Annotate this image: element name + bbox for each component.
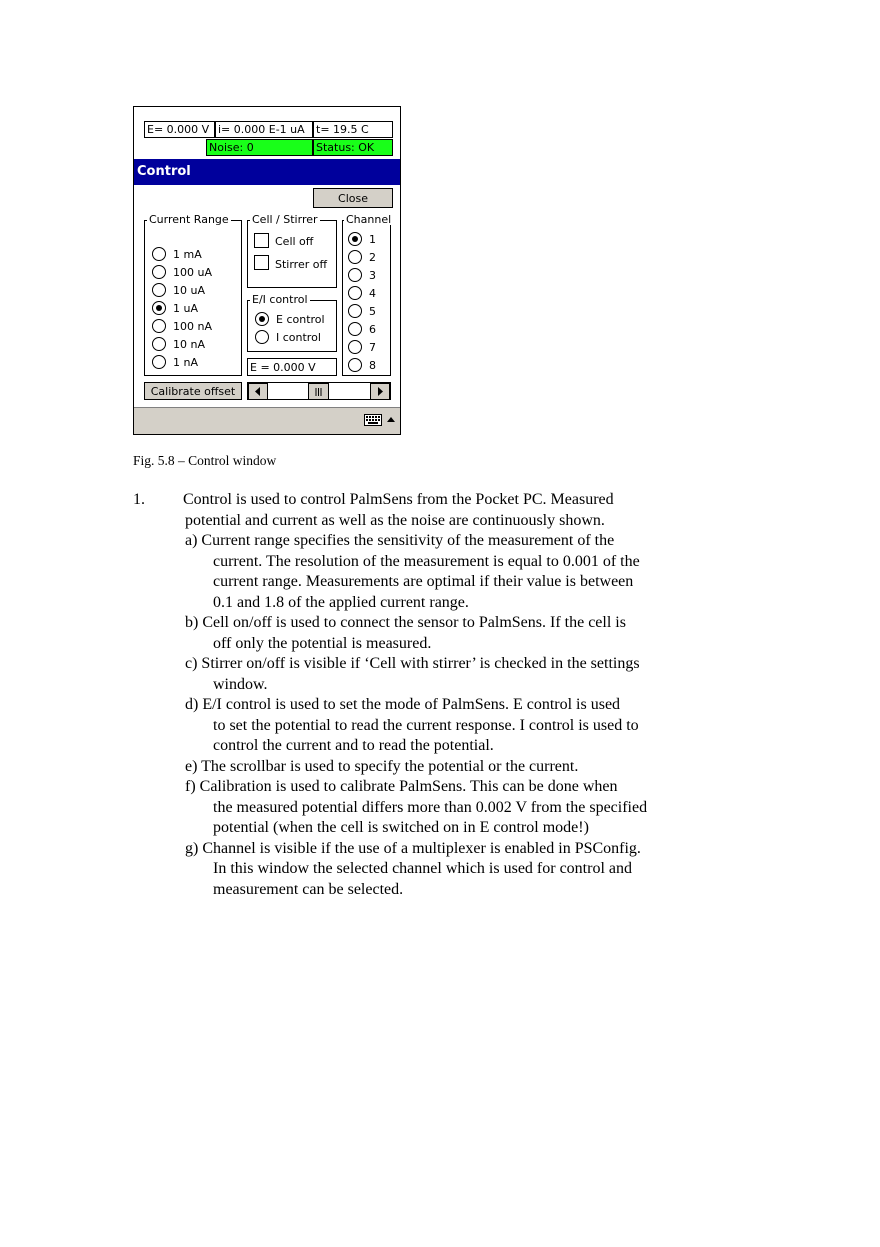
channel-radio-4[interactable] xyxy=(348,286,362,300)
ei-control-legend: E/I control xyxy=(252,293,308,306)
item-f-line: the measured potential differs more than 0.002 V from the specified xyxy=(213,798,648,816)
close-button[interactable]: Close xyxy=(313,188,393,208)
item-a-line: current. The resolution of the measurement is equal to 0.001 of the xyxy=(213,552,640,570)
temperature-readout: t= 19.5 C xyxy=(313,121,393,138)
e-control-label: E control xyxy=(276,313,325,326)
list-number: 1. xyxy=(133,491,145,508)
cell-stirrer-group xyxy=(247,220,337,288)
potential-readout: E= 0.000 V xyxy=(144,121,215,138)
channel-label: 5 xyxy=(369,305,376,318)
item-f-line: potential (when the cell is switched on in E control mode!) xyxy=(213,819,589,836)
control-window-screenshot xyxy=(133,106,401,435)
window-title: Control xyxy=(134,159,400,185)
item-d-line: control the current and to read the potential. xyxy=(213,737,494,754)
cell-off-checkbox[interactable] xyxy=(254,233,269,248)
potential-field[interactable]: E = 0.000 V xyxy=(247,358,337,376)
range-radio-1na[interactable] xyxy=(152,355,166,369)
range-label: 100 uA xyxy=(173,266,212,279)
current-readout: i= 0.000 E-1 uA xyxy=(215,121,313,138)
channel-radio-8[interactable] xyxy=(348,358,362,372)
channel-legend: Channel xyxy=(346,213,392,226)
item-f-line: f) Calibration is used to calibrate PalmSens. This can be done when xyxy=(185,778,618,795)
keyboard-button[interactable] xyxy=(363,412,383,428)
channel-label: 2 xyxy=(369,251,376,264)
current-range-legend: Current Range xyxy=(149,213,229,226)
channel-radio-3[interactable] xyxy=(348,268,362,282)
figure-caption: Fig. 5.8 – Control window xyxy=(133,453,277,468)
item-e-line: e) The scrollbar is used to specify the potential or the current. xyxy=(185,757,579,775)
channel-radio-2[interactable] xyxy=(348,250,362,264)
channel-radio-5[interactable] xyxy=(348,304,362,318)
channel-label: 6 xyxy=(369,323,376,336)
range-radio-10na[interactable] xyxy=(152,337,166,351)
range-label: 1 nA xyxy=(173,356,198,369)
item-d-line: to set the potential to read the current response. I control is used to xyxy=(213,716,639,734)
range-radio-10ua[interactable] xyxy=(152,283,166,297)
arrow-up-icon xyxy=(385,412,397,428)
noise-readout: Noise: 0 xyxy=(206,139,313,156)
grip-icon xyxy=(309,384,328,399)
scroll-left-button[interactable] xyxy=(248,383,268,400)
range-label: 10 nA xyxy=(173,338,205,351)
channel-label: 8 xyxy=(369,359,376,372)
item-a-line: current range. Measurements are optimal if their value is between xyxy=(213,573,634,590)
range-label: 100 nA xyxy=(173,320,212,333)
i-control-label: I control xyxy=(276,331,321,344)
cell-stirrer-legend: Cell / Stirrer xyxy=(252,213,318,226)
channel-label: 1 xyxy=(369,233,376,246)
item-a-line: 0.1 and 1.8 of the applied current range. xyxy=(213,593,469,611)
range-radio-100ua[interactable] xyxy=(152,265,166,279)
range-label: 1 uA xyxy=(173,302,198,315)
channel-label: 7 xyxy=(369,341,376,354)
item-g-line: In this window the selected channel which is used for control and xyxy=(213,860,632,877)
item-g-line: measurement can be selected. xyxy=(213,880,404,898)
cell-off-label: Cell off xyxy=(275,235,314,248)
range-label: 10 uA xyxy=(173,284,205,297)
intro-line: potential and current as well as the noise are continuously shown. xyxy=(185,511,605,529)
intro-line: Control is used to control PalmSens from the Pocket PC. Measured xyxy=(183,491,614,508)
range-radio-1ua[interactable] xyxy=(152,301,166,315)
item-a-line: a) Current range specifies the sensitivity of the measurement of the xyxy=(185,532,615,549)
scroll-thumb[interactable] xyxy=(308,383,329,400)
stirrer-off-label: Stirrer off xyxy=(275,258,328,271)
channel-label: 3 xyxy=(369,269,376,282)
item-g-line: g) Channel is visible if the use of a multiplexer is enabled in PSConfig. xyxy=(185,839,641,857)
calibrate-offset-button[interactable]: Calibrate offset xyxy=(144,382,242,400)
channel-radio-7[interactable] xyxy=(348,340,362,354)
item-c-line: c) Stirrer on/off is visible if ‘Cell with stirrer’ is checked in the settings xyxy=(185,655,640,672)
item-d-line: d) E/I control is used to set the mode of PalmSens. E control is used xyxy=(185,696,621,713)
item-b-line: b) Cell on/off is used to connect the sensor to PalmSens. If the cell is xyxy=(185,614,626,631)
arrow-left-icon xyxy=(249,384,267,399)
e-control-radio[interactable] xyxy=(255,312,269,326)
item-b-line: off only the potential is measured. xyxy=(213,634,432,652)
i-control-radio[interactable] xyxy=(255,330,269,344)
current-range-group xyxy=(144,220,242,376)
command-bar xyxy=(134,407,400,434)
channel-radio-1[interactable] xyxy=(348,232,362,246)
range-label: 1 mA xyxy=(173,248,202,261)
channel-label: 4 xyxy=(369,287,376,300)
scroll-right-button[interactable] xyxy=(370,383,390,400)
stirrer-off-checkbox[interactable] xyxy=(254,255,269,270)
input-menu-button[interactable] xyxy=(385,412,397,428)
channel-radio-6[interactable] xyxy=(348,322,362,336)
item-c-line: window. xyxy=(213,675,268,693)
range-radio-100na[interactable] xyxy=(152,319,166,333)
ei-control-group xyxy=(247,300,337,352)
status-readout: Status: OK xyxy=(313,139,393,156)
keyboard-icon xyxy=(363,412,383,428)
arrow-right-icon xyxy=(371,384,389,399)
range-radio-1ma[interactable] xyxy=(152,247,166,261)
